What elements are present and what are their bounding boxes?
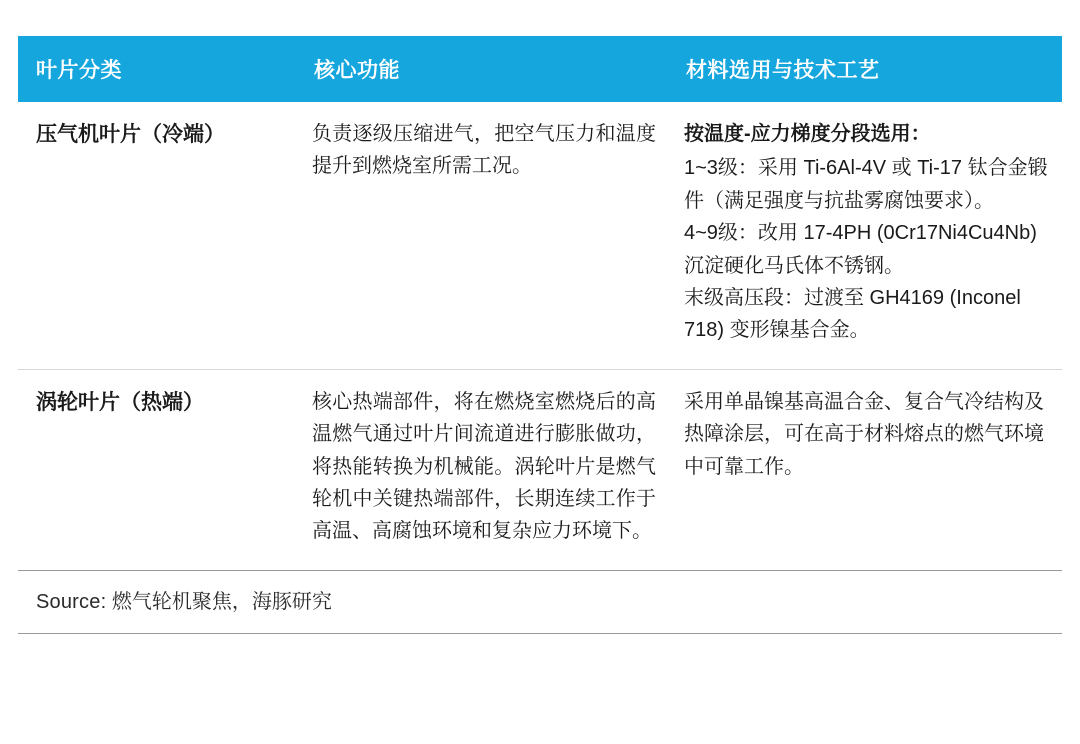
function-paragraph: 核心热端部件，将在燃烧室燃烧后的高温燃气通过叶片间流道进行膨胀做功，将热能转换为机械能。涡轮叶片是燃气轮机中关键热端部件，长期连续工作于高温、高腐蚀环境和复杂应力环境下。	[312, 390, 656, 543]
table-header	[18, 36, 1062, 102]
column-header-category: 叶片分类	[18, 36, 298, 102]
bottom-divider	[18, 633, 1062, 634]
material-lead: 按温度-应力梯度分段选用：	[684, 123, 931, 145]
column-header-function: 核心功能	[298, 36, 670, 102]
cell-category-compressor: 压气机叶片（冷端）	[18, 102, 298, 369]
source-label: Source:	[36, 590, 107, 613]
blade-comparison-table	[18, 36, 1062, 571]
cell-material-compressor	[670, 102, 1062, 369]
cell-category-turbine: 涡轮叶片（热端）	[18, 369, 298, 570]
source-note	[18, 587, 1062, 617]
cell-function-compressor	[298, 102, 670, 369]
function-paragraph: 负责逐级压缩进气，把空气压力和温度提升到燃烧室所需工况。	[312, 123, 656, 178]
table-row	[18, 102, 1062, 369]
material-paragraph-3: 末级高压段：过渡至 GH4169 (Inconel 718) 变形镍基合金。	[684, 286, 1021, 342]
material-paragraph-1: 1~3级：采用 Ti-6Al-4V 或 Ti-17 钛合金锻件（满足强度与抗盐雾腐蚀要求）。	[684, 157, 1048, 212]
material-paragraph-1: 采用单晶镍基高温合金、复合气冷结构及热障涂层，可在高于材料熔点的燃气环境中可靠工作。	[684, 390, 1044, 478]
table-row	[18, 369, 1062, 570]
material-paragraph-2: 4~9级：改用 17-4PH (0Cr17Ni4Cu4Nb) 沉淀硬化马氏体不锈钢。	[684, 222, 1037, 277]
cell-material-turbine	[670, 369, 1062, 570]
cell-function-turbine	[298, 369, 670, 570]
table-header-row	[18, 36, 1062, 102]
column-header-material: 材料选用与技术工艺	[670, 36, 1062, 102]
table-body	[18, 102, 1062, 570]
source-value: 燃气轮机聚焦，海豚研究	[111, 590, 332, 613]
